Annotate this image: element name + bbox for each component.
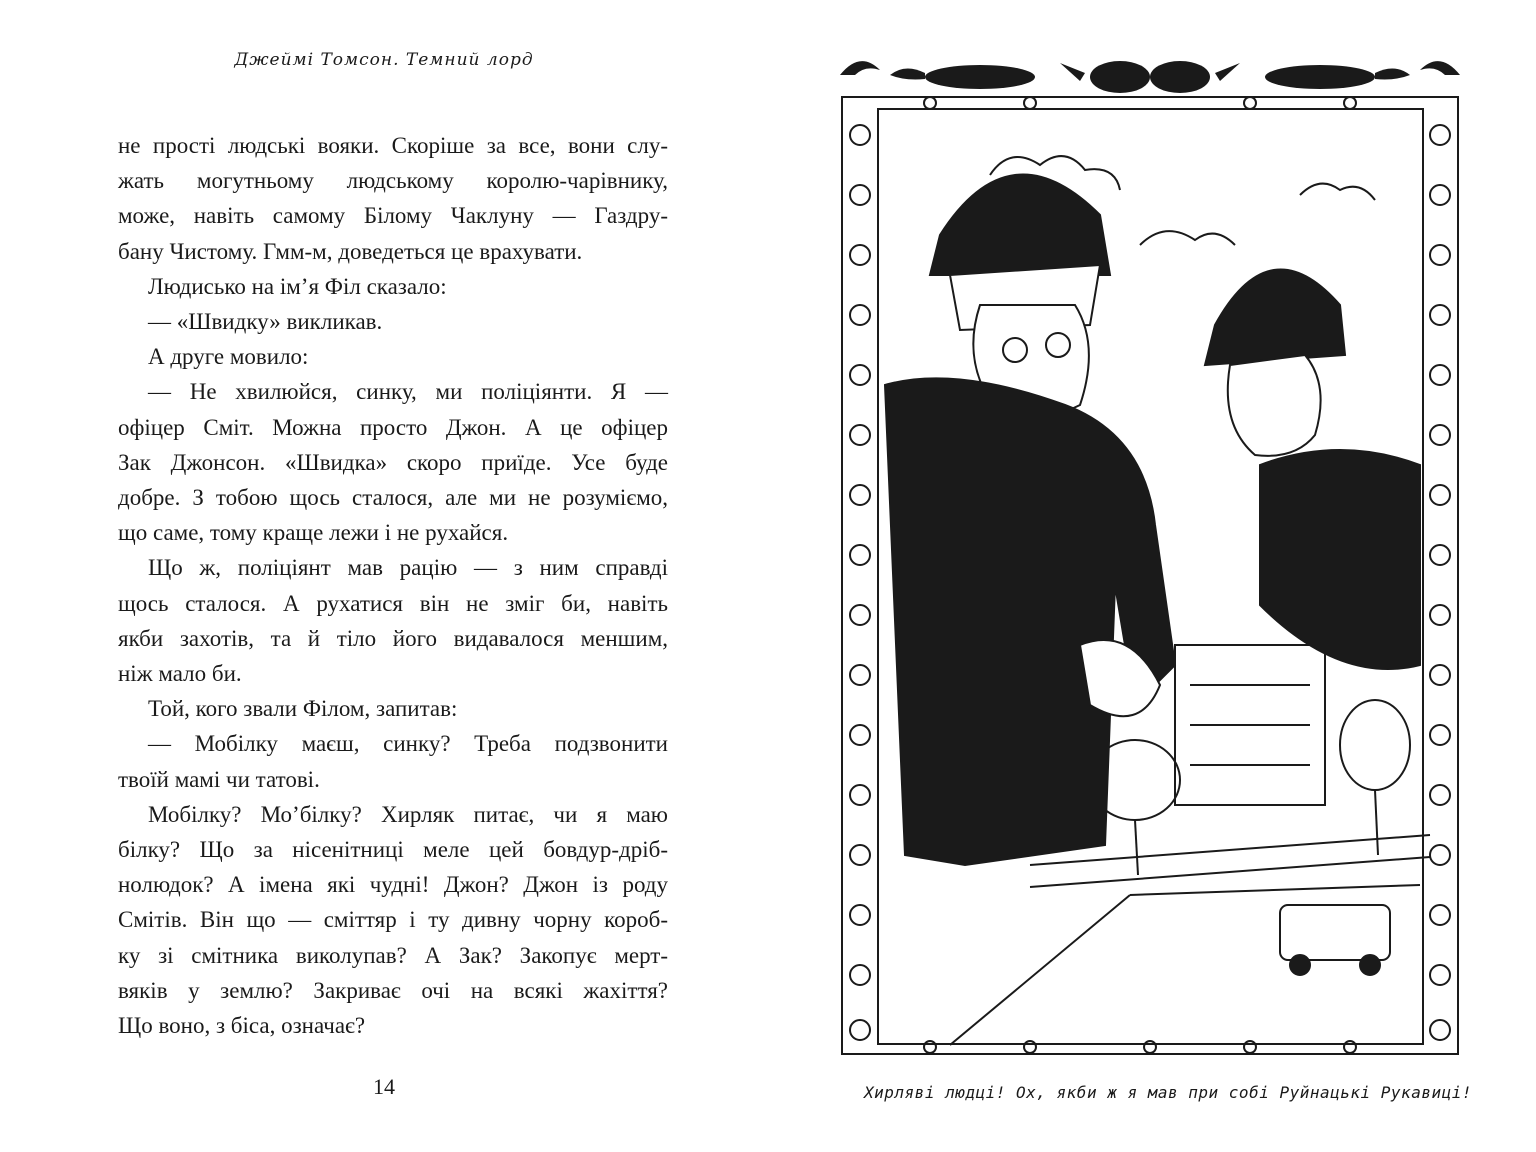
text-line: білку? Що за нісенітниці меле цей бовдур-дріб- [118, 837, 668, 863]
running-head: Джеймі Томсон. Темний лорд [234, 50, 534, 70]
text-line: Смітів. Він що — сміттяр і ту дивну чорну короб- [118, 907, 668, 933]
text-line: офіцер Сміт. Можна просто Джон. А це офіцер [118, 414, 668, 440]
text-line: що саме, тому краще лежи і не рухайся. [118, 520, 509, 546]
text-line: Той, кого звали Філом, запитав: [148, 696, 458, 722]
police-officer-2 [1205, 269, 1420, 669]
text-line: ку зі смітника виколупав? А Зак? Закопує мерт- [118, 942, 668, 968]
text-line: якби захотів, та й тіло його видавалося меншим, [118, 625, 668, 651]
text-line: не прості людські вояки. Скоріше за все, вони слу- [118, 133, 668, 158]
text-line: Людисько на ім’я Філ сказало: [148, 273, 447, 299]
text-line: Що воно, з біса, означає? [118, 1013, 366, 1039]
text-line: вяків у землю? Закриває очі на всякі жахіття? [118, 977, 668, 1003]
text-line: Мобілку? Мо’білку? Хирляк питає, чи я маю [148, 801, 668, 827]
text-line: — Не хвилюйся, синку, ми поліціянти. Я — [148, 379, 668, 405]
text-line: Що ж, поліціянт мав рацію — з ним справді [148, 555, 668, 581]
illustration-caption: Хирляві людці! Ох, якби ж я мав при собі Руйнацькі Рукавиці! [864, 1083, 1472, 1102]
frame-creatures [840, 61, 1460, 93]
text-line: щось сталося. А рухатися він не зміг би, навіть [118, 590, 668, 616]
text-line: — «Швидку» викликав. [148, 309, 383, 335]
body-text [118, 128, 668, 1043]
text-line: ніж мало би. [118, 661, 242, 687]
text-line: Зак Джонсон. «Швидка» скоро приїде. Усе буде [118, 449, 668, 475]
right-page [768, 0, 1536, 1152]
text-line: добре. З тобою щось сталося, але ми не розуміємо, [118, 485, 668, 511]
text-line: жать могутньому людському королю-чарівнику, [118, 168, 668, 194]
text-line: нолюдок? А імена які чудні! Джон? Джон із роду [118, 872, 668, 898]
text-line: — Мобілку маєш, синку? Треба подзвонити [148, 731, 668, 757]
text-line: може, навіть самому Білому Чаклуну — Газдру- [118, 203, 668, 229]
text-line: бану Чистому. Гмм-м, доведеться це врахувати. [118, 238, 583, 264]
police-officer-1 [885, 175, 1175, 866]
illustration [830, 45, 1470, 1065]
page-number: 14 [373, 1074, 395, 1099]
text-line: твоїй мамі чи татові. [118, 766, 320, 792]
text-line: А друге мовило: [148, 344, 309, 370]
